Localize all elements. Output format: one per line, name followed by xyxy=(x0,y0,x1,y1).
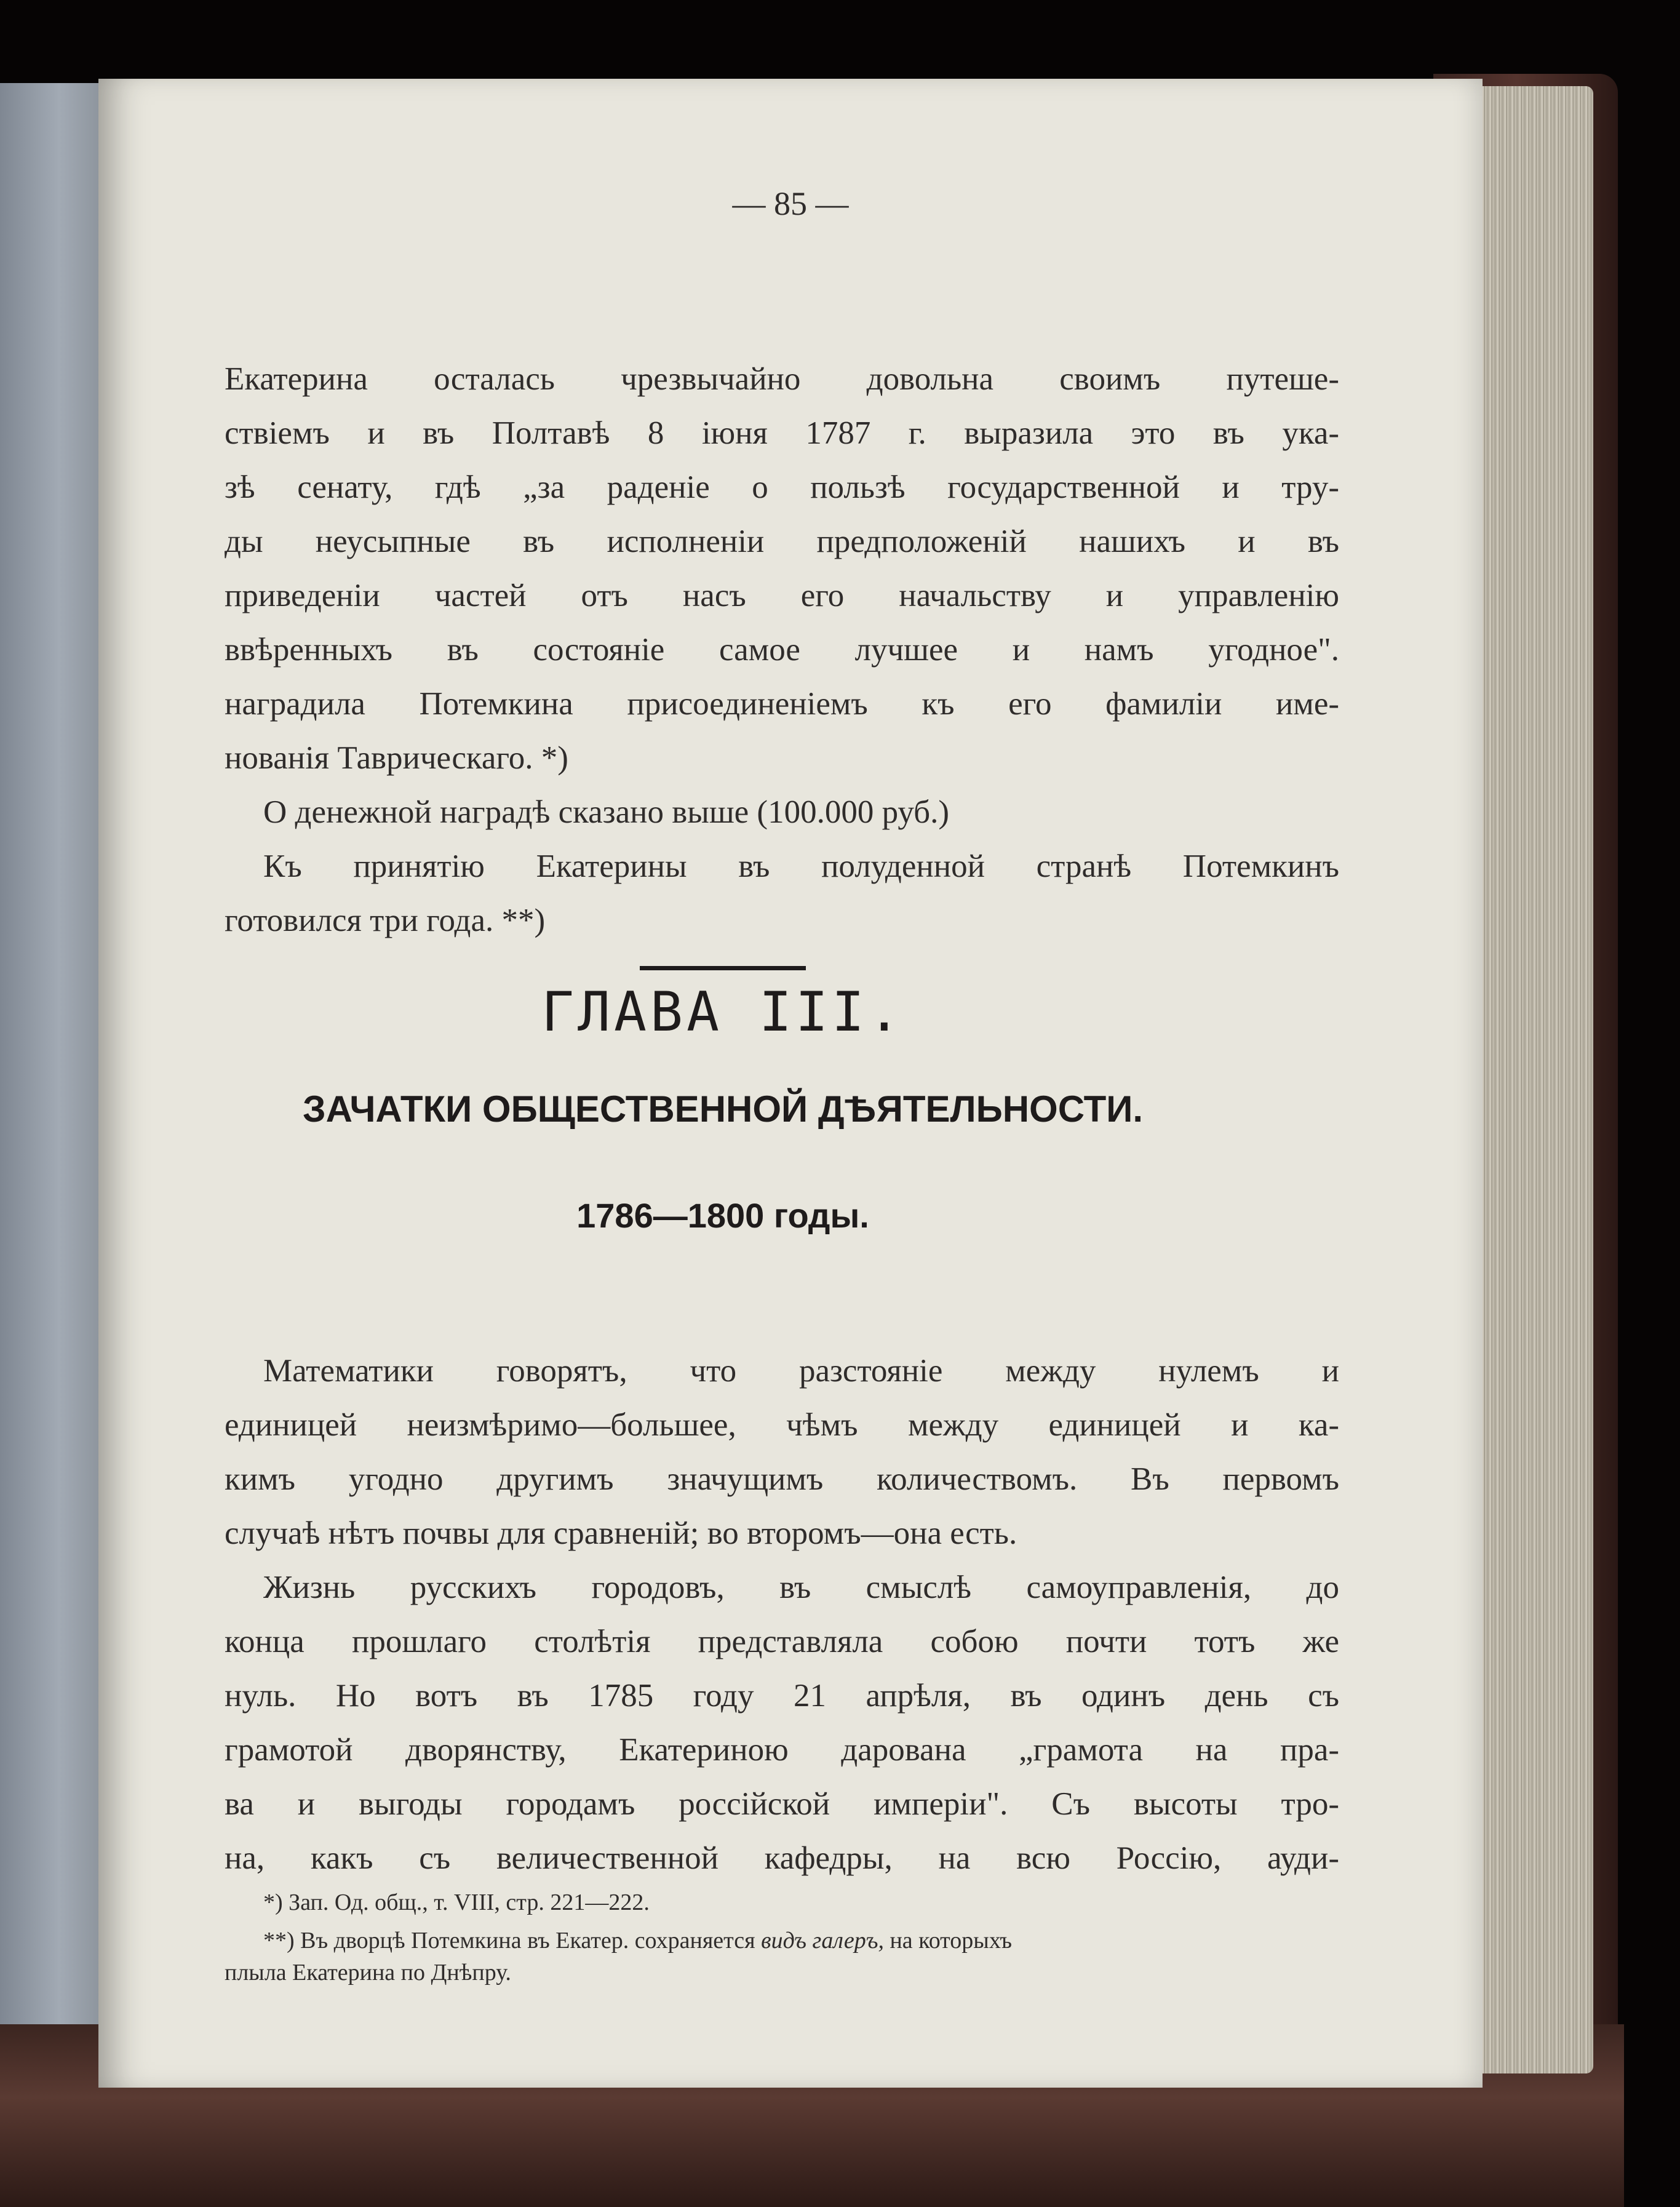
para5-line-3: нуль. Но вотъ въ 1785 году 21 апрѣля, въ одинъ день съ xyxy=(225,1678,1339,1714)
chapter-years: 1786—1800 годы. xyxy=(576,1196,869,1235)
para1-line-1: Екатерина осталась чрезвычайно довольна своимъ путеше- xyxy=(225,361,1339,397)
para3-line-2: готовился три года. **) xyxy=(225,903,546,938)
para1-line-6: ввѣренныхъ въ состояніе самое лучшее и намъ угодное". xyxy=(225,632,1339,668)
para5-line-1: Жизнь русскихъ городовъ, въ смыслѣ самоуправленія, до xyxy=(263,1570,1339,1605)
para1-line-4: ды неусыпные въ исполненіи предположеній нашихъ и въ xyxy=(225,524,1339,559)
para1-line-3: зѣ сенату, гдѣ „за раденіе о пользѣ государственной и тру- xyxy=(225,469,1339,505)
para3-line-1: Къ принятію Екатерины въ полуденной странѣ Потемкинъ xyxy=(263,848,1339,884)
book-page xyxy=(98,79,1483,2088)
para4-line-1: Математики говорятъ, что разстояніе между нулемъ и xyxy=(263,1353,1339,1389)
footnote-2-suffix: на которыхъ xyxy=(890,1928,1013,1954)
para5-line-5: ва и выгоды городамъ россійской имперіи". Съ высоты тро- xyxy=(225,1786,1339,1822)
chapter-label: ГЛАВА III. xyxy=(541,980,904,1044)
footnote-2-line-2: плыла Екатерина по Днѣпру. xyxy=(225,1960,511,1986)
footnote-2-prefix: **) Въ дворцѣ Потемкина въ Екатер. сохраняется xyxy=(263,1928,755,1954)
para2-line-1: О денежной наградѣ сказано выше (100.000 руб.) xyxy=(263,794,950,830)
para1-line-2: ствіемъ и въ Полтавѣ 8 іюня 1787 г. выразила это въ ука- xyxy=(225,415,1339,451)
para1-line-8: нованія Таврическаго. *) xyxy=(225,740,568,776)
para4-line-2: единицей неизмѣримо—большее, чѣмъ между единицей и ка- xyxy=(225,1407,1339,1443)
para1-line-5: приведеніи частей отъ насъ его начальству и управленію xyxy=(225,578,1339,613)
para4-line-3: кимъ угодно другимъ значущимъ количествомъ. Въ первомъ xyxy=(225,1461,1339,1497)
page-edges xyxy=(1470,86,1593,2073)
footnote-1: *) Зап. Од. общ., т. VIII, стр. 221—222. xyxy=(263,1890,650,1915)
chapter-title: ЗАЧАТКИ ОБЩЕСТВЕННОЙ ДѢЯТЕЛЬНОСТИ. xyxy=(302,1088,1144,1130)
section-rule xyxy=(640,966,806,970)
para1-line-7: наградила Потемкина присоединеніемъ къ его фамиліи име- xyxy=(225,686,1339,722)
para5-line-2: конца прошлаго столѣтія представляла собою почти тотъ же xyxy=(225,1624,1339,1659)
para5-line-4: грамотой дворянству, Екатериною дарована „грамота на пра- xyxy=(225,1732,1339,1768)
para4-line-4: случаѣ нѣтъ почвы для сравненій; во второмъ—она есть. xyxy=(225,1515,1017,1551)
footnote-2 xyxy=(263,1925,1378,1957)
footnote-2-italic: видъ галеръ, xyxy=(761,1928,884,1954)
page-number: — 85 — xyxy=(732,185,849,222)
left-page-edge xyxy=(0,83,108,2132)
para5-line-6: на, какъ съ величественной кафедры, на всю Россію, ауди- xyxy=(225,1840,1339,1876)
